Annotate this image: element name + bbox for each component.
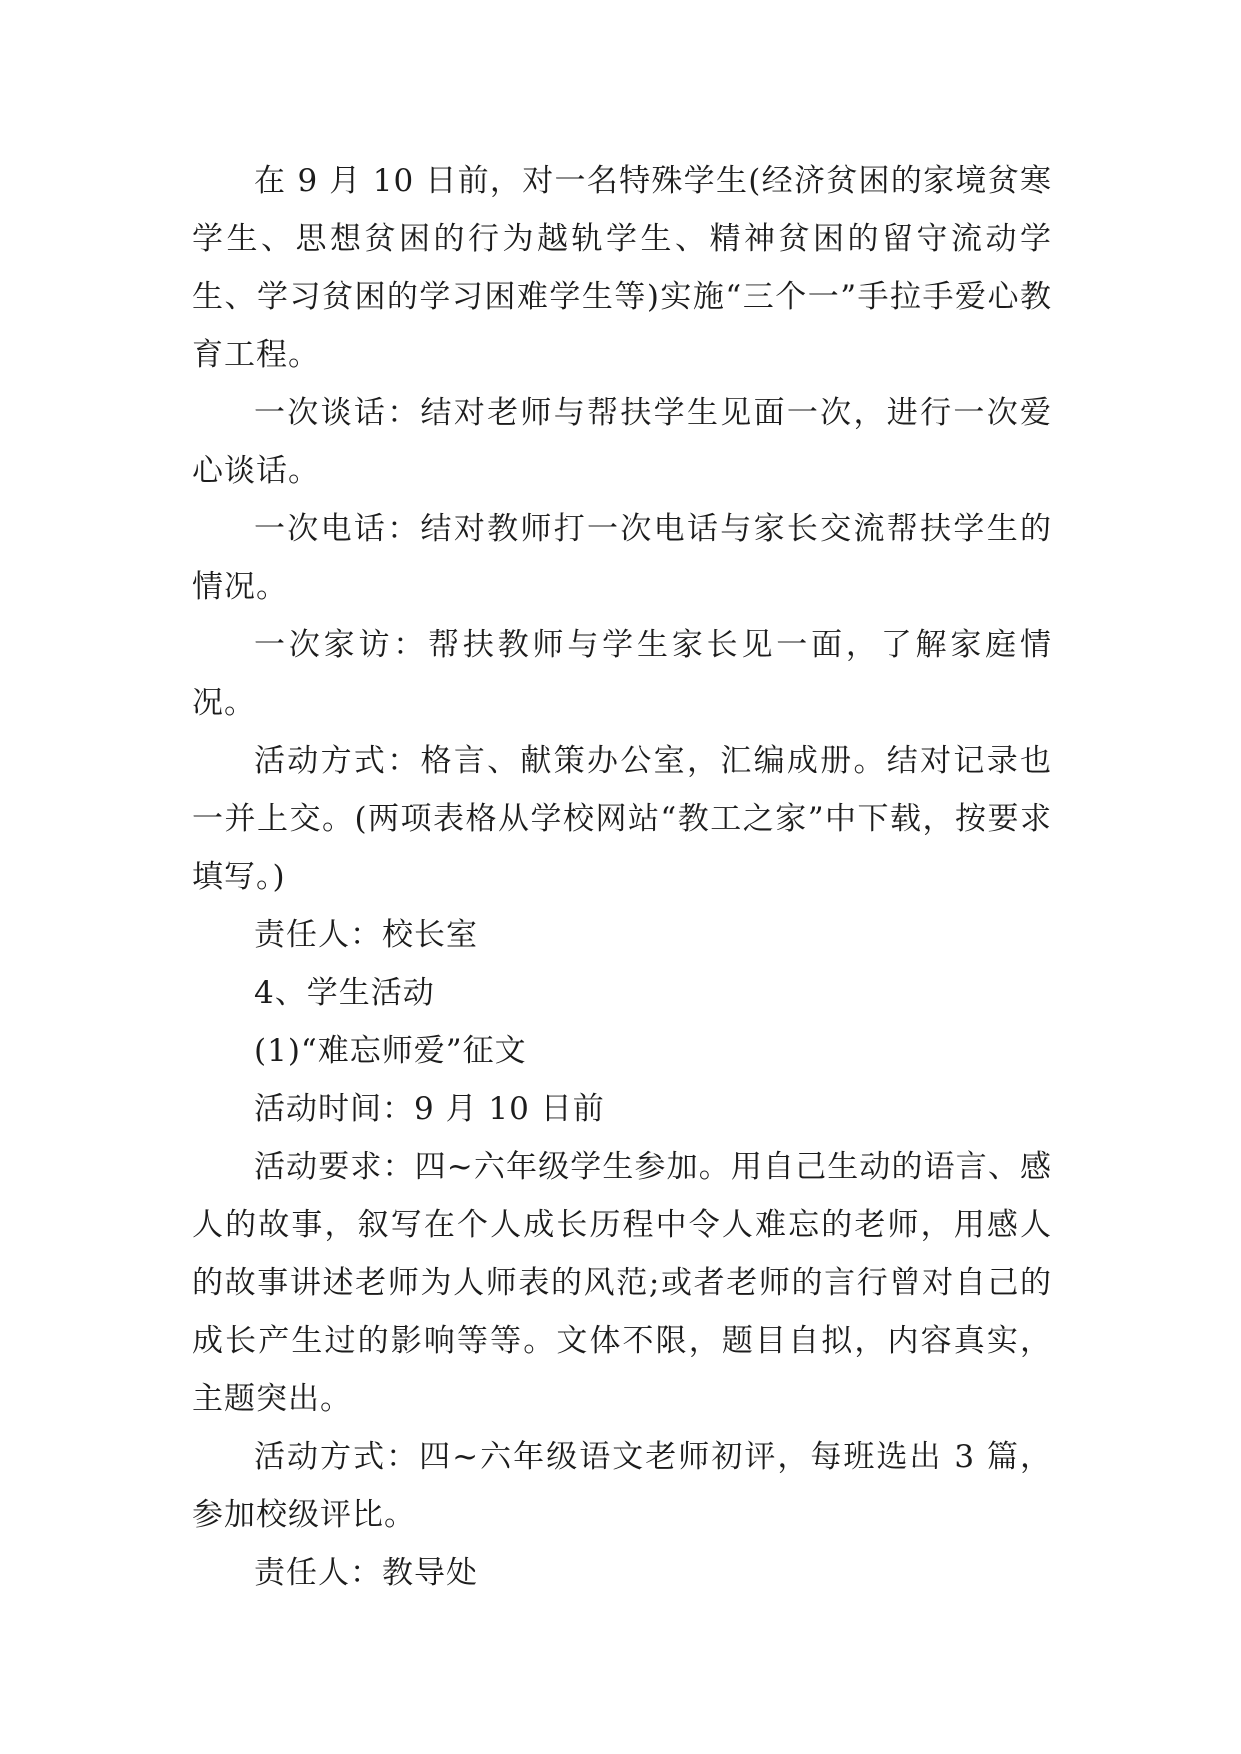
paragraph-special-student-intro: 在 9 月 10 日前，对一名特殊学生(经济贫困的家境贫寒学生、思想贫困的行为越轨学生、精神贫困的留守流动学生、学习贫困的学习困难学生等)实施“三个一”手拉手爱心教育工程。 bbox=[192, 163, 1052, 373]
subheading-essay-contest: (1)“难忘师爱”征文 bbox=[254, 1033, 527, 1069]
section-heading-student-activities: 4、学生活动 bbox=[254, 975, 435, 1011]
document-body bbox=[192, 152, 1052, 1602]
paragraph-activity-method-1: 活动方式：格言、献策办公室，汇编成册。结对记录也一并上交。(两项表格从学校网站“教工之家”中下载，按要求填写。) bbox=[192, 743, 1052, 895]
paragraph-one-phone-call: 一次电话：结对教师打一次电话与家长交流帮扶学生的情况。 bbox=[192, 511, 1052, 605]
paragraph-activity-requirements: 活动要求：四~六年级学生参加。用自己生动的语言、感人的故事，叙写在个人成长历程中令人难忘的老师，用感人的故事讲述老师为人师表的风范;或者老师的言行曾对自己的成长产生过的影响等等。文体不限，题目自拟，内容真实，主题突出。 bbox=[192, 1149, 1052, 1417]
paragraph-activity-method-2: 活动方式：四~六年级语文老师初评，每班选出 3 篇，参加校级评比。 bbox=[192, 1439, 1052, 1533]
paragraph-one-home-visit: 一次家访：帮扶教师与学生家长见一面，了解家庭情况。 bbox=[192, 627, 1052, 721]
paragraph-responsible-academic-office: 责任人：教导处 bbox=[254, 1555, 478, 1591]
paragraph-activity-time: 活动时间：9 月 10 日前 bbox=[254, 1091, 605, 1127]
paragraph-responsible-principal: 责任人：校长室 bbox=[254, 917, 478, 953]
paragraph-one-talk: 一次谈话：结对老师与帮扶学生见面一次，进行一次爱心谈话。 bbox=[192, 395, 1052, 489]
